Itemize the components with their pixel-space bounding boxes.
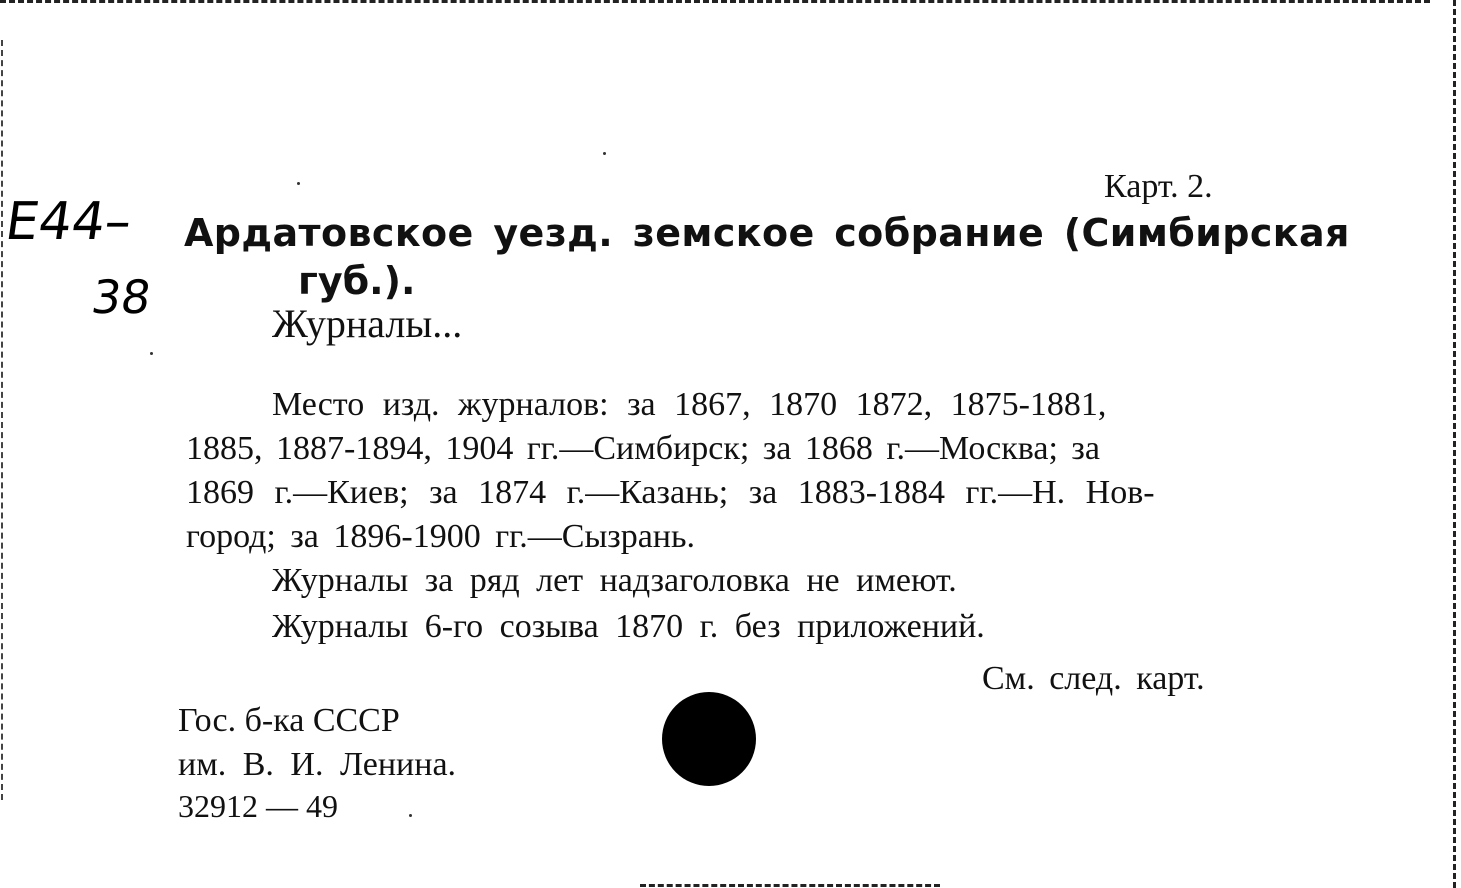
card-top-edge — [0, 0, 1430, 3]
punch-hole — [662, 692, 756, 786]
heading-line3: Журналы... — [272, 301, 463, 346]
body-note2: Журналы 6-го созыва 1870 г. без приложений. — [272, 608, 985, 645]
card-right-edge — [1453, 0, 1456, 888]
body-line2: 1885, 1887-1894, 1904 гг.—Симбирск; за 1868 г.—Москва; за — [186, 430, 1100, 467]
body-line4: город; за 1896-1900 гг.—Сызрань. — [186, 518, 696, 555]
library-order-number: 32912 — 49 — [178, 788, 338, 824]
body-line3: 1869 г.—Киев; за 1874 г.—Казань; за 1883-1884 гг.—Н. Нов- — [186, 474, 1155, 511]
body-note1: Журналы за ряд лет надзаголовка не имеют. — [272, 562, 957, 599]
speck — [409, 814, 412, 817]
see-next-card: См. след. карт. — [982, 660, 1205, 697]
card-number: Карт. 2. — [1104, 168, 1213, 205]
library-name-line1: Гос. б-ка СССР — [178, 702, 400, 739]
call-number-line2: 38 — [88, 270, 155, 324]
speck — [150, 352, 153, 355]
card-left-edge — [1, 40, 3, 800]
call-number-line1: Е44– — [1, 192, 136, 252]
speck — [297, 182, 300, 185]
library-name-line2: им. В. И. Ленина. — [178, 746, 457, 783]
body-line1: Место изд. журналов: за 1867, 1870 1872, 1875-1881, — [272, 386, 1107, 423]
heading-line1: Ардатовское уезд. земское собрание (Симбирская — [184, 211, 1350, 255]
heading-line2: губ.). — [298, 259, 416, 303]
speck — [603, 152, 606, 155]
card-bottom-edge — [640, 884, 940, 887]
